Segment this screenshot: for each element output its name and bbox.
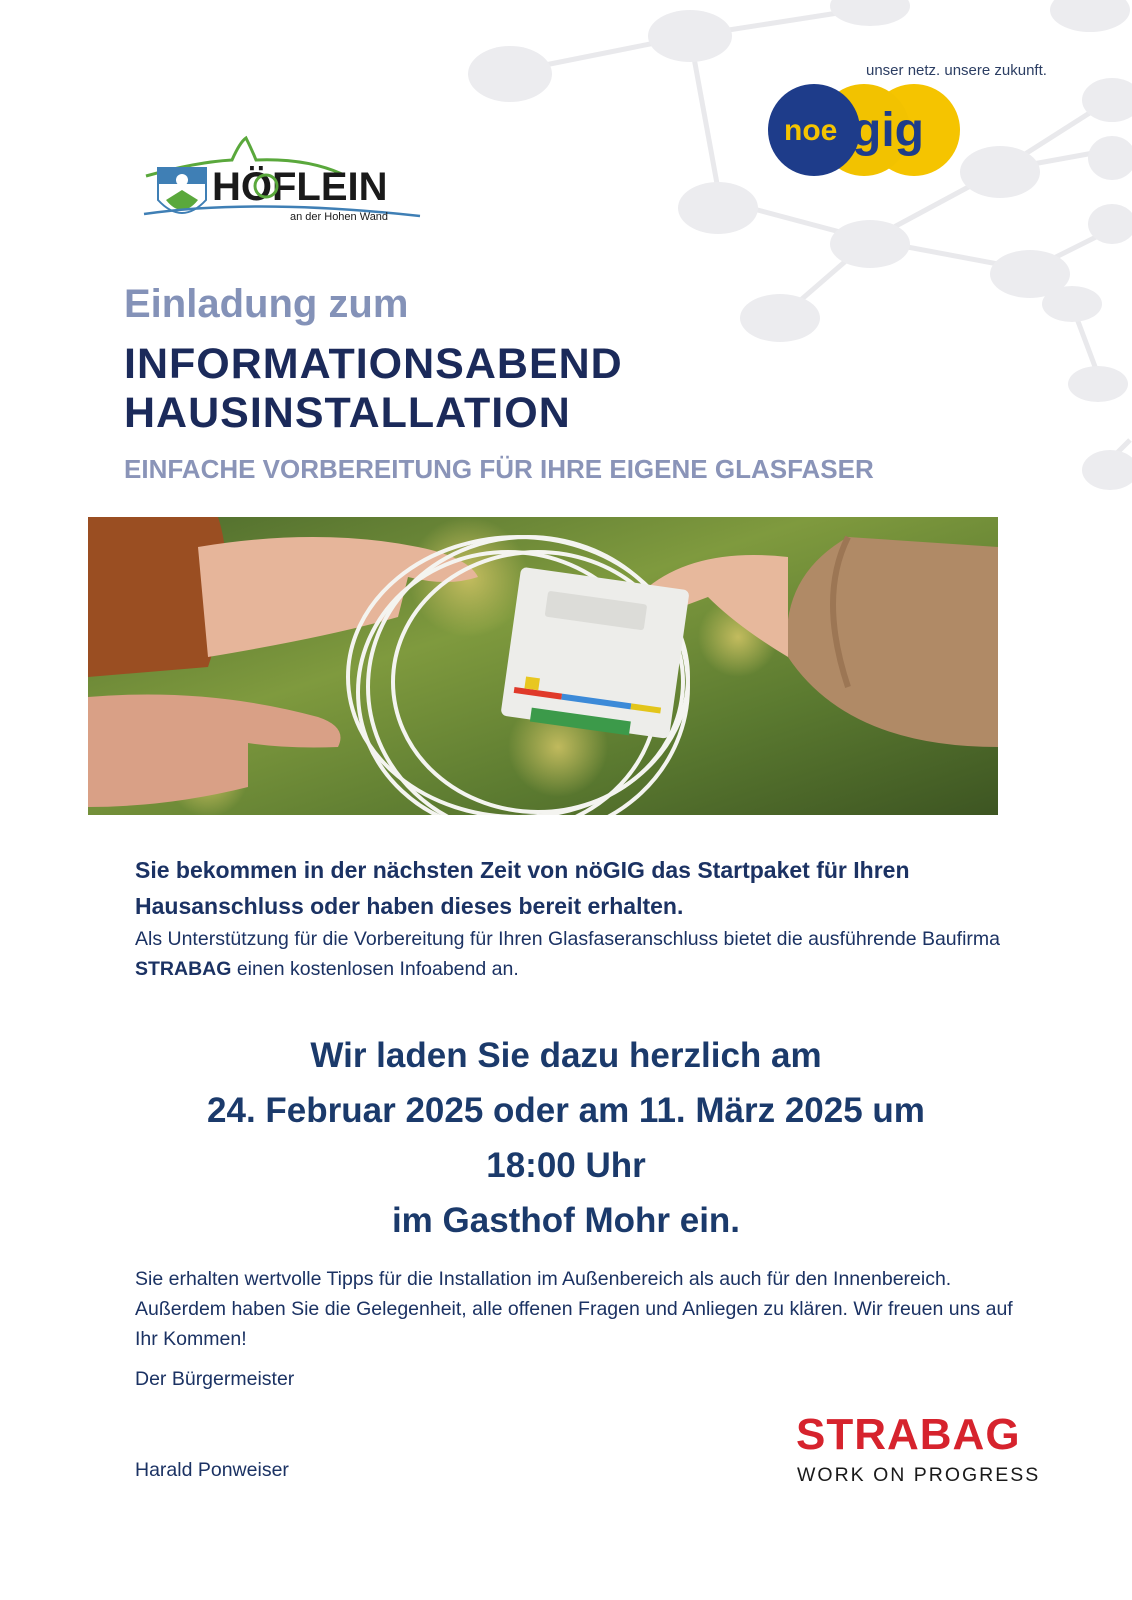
title-tagline: EINFACHE VORBEREITUNG FÜR IHRE EIGENE GLASFASER bbox=[124, 454, 874, 484]
fiber-box-photo bbox=[88, 517, 998, 815]
svg-text:noe: noe bbox=[784, 114, 838, 147]
noegig-logo bbox=[768, 82, 968, 178]
title-line-1: INFORMATIONSABEND bbox=[124, 340, 623, 388]
company-name: STRABAG bbox=[135, 958, 232, 980]
intro-text-start: Als Unterstützung für die Vorbereitung für Ihren Glasfaseranschluss bietet die ausführende Baufirma bbox=[135, 928, 1000, 950]
body-text: Sie erhalten wertvolle Tipps für die Installation im Außenbereich als auch für den Innenbereich. Außerdem haben Sie die Gelegenheit, alle offenen Fragen und Anliegen zu klären. Wir freuen uns auf Ihr Kommen! bbox=[135, 1268, 1013, 1350]
svg-text:HÖFLEIN: HÖFLEIN bbox=[212, 165, 388, 209]
invitation-location: im Gasthof Mohr ein. bbox=[391, 1201, 741, 1240]
page-title bbox=[124, 340, 623, 438]
invitation-subtitle: Einladung zum bbox=[124, 282, 409, 326]
intro-bold-text: Sie bekommen in der nächsten Zeit von nöGIG das Startpaket für Ihren Hausanschluss oder haben dieses bereit erhalten. bbox=[135, 857, 910, 919]
invitation-time: 18:00 Uhr bbox=[486, 1146, 646, 1185]
intro-text-end: einen kostenlosen Infoabend an. bbox=[231, 958, 519, 980]
noegig-tagline: unser netz. unsere zukunft. bbox=[866, 62, 1047, 79]
title-line-2: HAUSINSTALLATION bbox=[124, 389, 571, 437]
hoflein-logo bbox=[136, 134, 428, 234]
svg-text:gig: gig bbox=[852, 104, 924, 157]
invitation-block bbox=[100, 1028, 1032, 1248]
invitation-line-1: Wir laden Sie dazu herzlich am bbox=[310, 1036, 822, 1075]
invitation-dates: 24. Februar 2025 oder am 11. März 2025 um bbox=[207, 1091, 925, 1130]
strabag-wordmark: STRABAG bbox=[796, 1410, 1021, 1459]
signoff: Der Bürgermeister bbox=[135, 1368, 295, 1390]
intro-text bbox=[135, 924, 1015, 984]
signer-name: Harald Ponweiser bbox=[135, 1459, 289, 1481]
strabag-claim: WORK ON PROGRESS bbox=[797, 1464, 1041, 1486]
svg-text:an der Hohen Wand: an der Hohen Wand bbox=[290, 211, 389, 223]
